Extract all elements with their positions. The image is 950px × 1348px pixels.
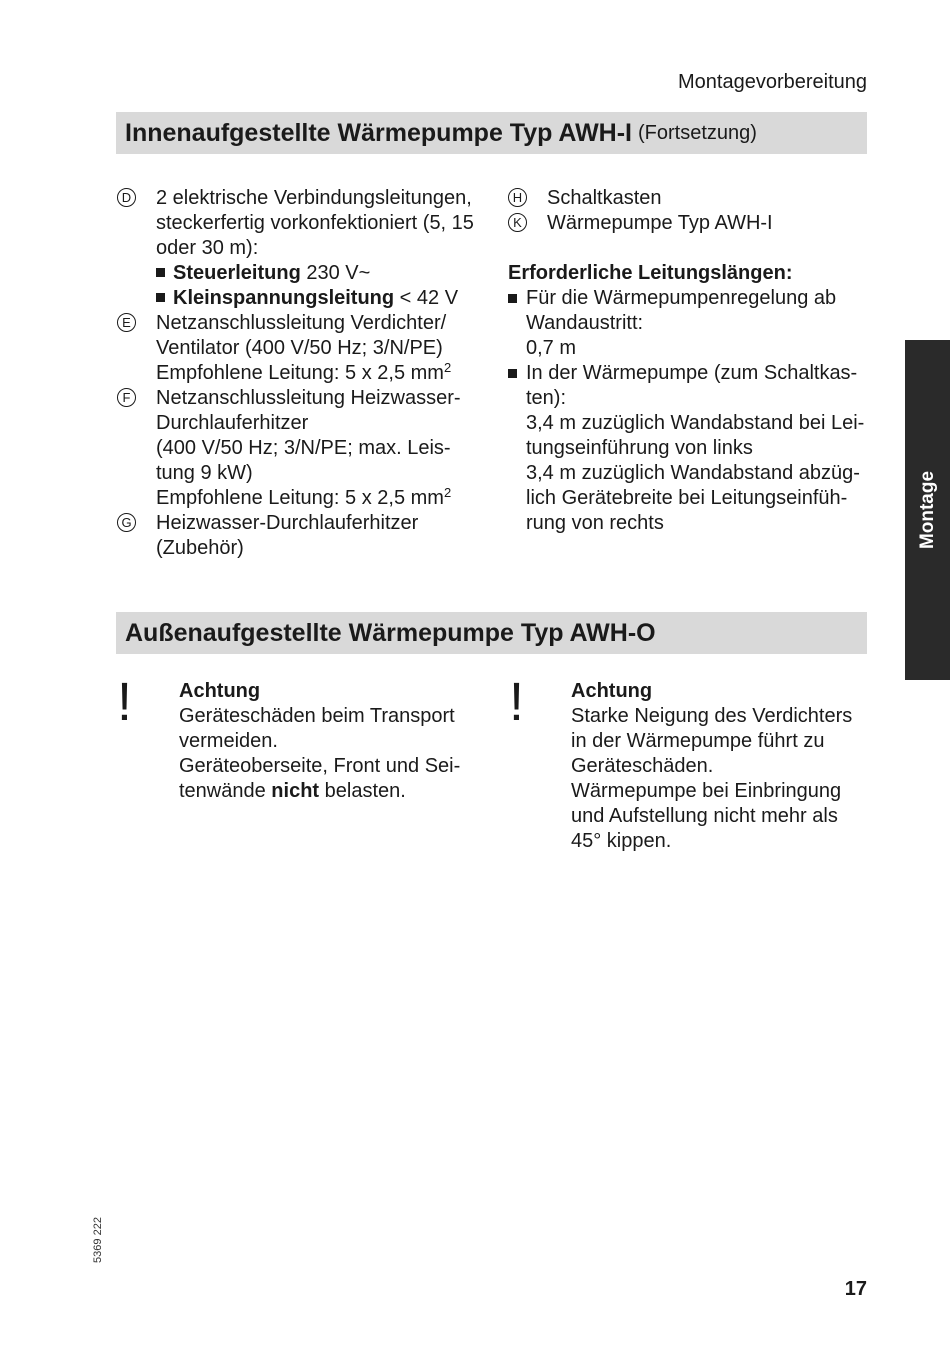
legend-text: tung 9 kW) <box>156 462 253 484</box>
square-bullet-icon <box>508 294 517 303</box>
legend-item-h <box>508 186 873 211</box>
legend-text: steckerfertig vorkonfektioniert (5, 15 <box>156 212 474 234</box>
marker-k: K <box>508 213 527 232</box>
legend-item-d <box>117 186 487 311</box>
square-bullet-icon <box>156 293 165 302</box>
cable-length-item: Für die Wärmepumpenregelung ab Wandaustritt: 0,7 m <box>508 286 873 361</box>
legend-text: Ventilator (400 V/50 Hz; 3/N/PE) <box>156 337 443 359</box>
chapter-tab-label: Montage <box>916 470 938 550</box>
warning-icon: ! <box>117 672 133 732</box>
running-header: Montagevorbereitung <box>677 71 867 93</box>
legend-text: (Zubehör) <box>156 537 244 559</box>
marker-e: E <box>117 313 136 332</box>
legend-text: Netzanschlussleitung Heizwasser- <box>156 387 461 409</box>
legend-left-column <box>117 186 487 561</box>
section-title-bar-awh-i <box>116 112 867 154</box>
marker-f: F <box>117 388 136 407</box>
warning-box-tilt: Achtung Starke Neigung des Verdichters in der Wärmepumpe führt zu Geräteschäden. Wärmepumpe bei Einbringung und Aufstellung nicht mehr als 45° kippen. <box>571 679 871 854</box>
square-bullet-icon <box>156 268 165 277</box>
legend-item-g <box>117 511 487 561</box>
recommended-cable: Empfohlene Leitung: 5 x 2,5 $mm^2$ <box>156 360 452 384</box>
warning-title: Achtung <box>179 680 261 702</box>
legend-text: 2 elektrische Verbindungsleitungen, <box>156 187 472 209</box>
legend-text: (400 V/50 Hz; 3/N/PE; max. Leis- <box>156 437 451 459</box>
legend-text: Durchlauferhitzer <box>156 412 309 434</box>
chapter-tab-montage[interactable] <box>905 340 950 680</box>
legend-right-column <box>508 186 873 536</box>
legend-text: Netzanschlussleitung Verdichter/ <box>156 312 447 334</box>
warning-icon: ! <box>509 672 525 732</box>
sub-item-kleinspannungsleitung: Kleinspannungsleitung < 42 V <box>156 286 487 311</box>
legend-item-e <box>117 311 487 386</box>
document-number: 5369 222 <box>92 1217 104 1263</box>
section-title: Außenaufgestellte Wärmepumpe Typ AWH-O <box>125 618 656 647</box>
legend-item-f <box>117 386 487 511</box>
legend-text: Heizwasser-Durchlauferhitzer <box>156 512 419 534</box>
marker-d: D <box>117 188 136 207</box>
legend-text: oder 30 m): <box>156 237 259 259</box>
marker-g: G <box>117 513 136 532</box>
sub-item-steuerleitung: Steuerleitung 230 V~ <box>156 261 487 286</box>
cable-lengths-heading: Erforderliche Leitungslängen: <box>508 262 793 284</box>
legend-item-k <box>508 211 873 236</box>
section-title: Innenaufgestellte Wärmepumpe Typ AWH-I <box>125 118 632 147</box>
warning-title: Achtung <box>571 680 653 702</box>
legend-text: Schaltkasten <box>547 187 662 209</box>
warning-box-transport: Achtung Geräteschäden beim Transport vermeiden. Geräteoberseite, Front und Sei- tenwände nicht belasten. <box>179 679 479 804</box>
legend-text: Wärmepumpe Typ AWH-I <box>547 212 773 234</box>
section-title-suffix: (Fortsetzung) <box>638 121 757 144</box>
warning-last-line: tenwände nicht belasten. <box>179 780 406 802</box>
recommended-cable: Empfohlene Leitung: 5 x 2,5 $mm^2$ <box>156 485 452 509</box>
section-title-bar-awh-o <box>116 612 867 654</box>
marker-h: H <box>508 188 527 207</box>
cable-length-item: In der Wärmepumpe (zum Schaltkas- ten): 3,4 m zuzüglich Wandabstand bei Lei- tungseinführung von links 3,4 m zuzüglich Wandabstand abzüg- lich Gerätebreite bei Leitungseinfüh- rung von rechts <box>508 361 873 536</box>
page-number: 17 <box>844 1278 867 1300</box>
square-bullet-icon <box>508 369 517 378</box>
